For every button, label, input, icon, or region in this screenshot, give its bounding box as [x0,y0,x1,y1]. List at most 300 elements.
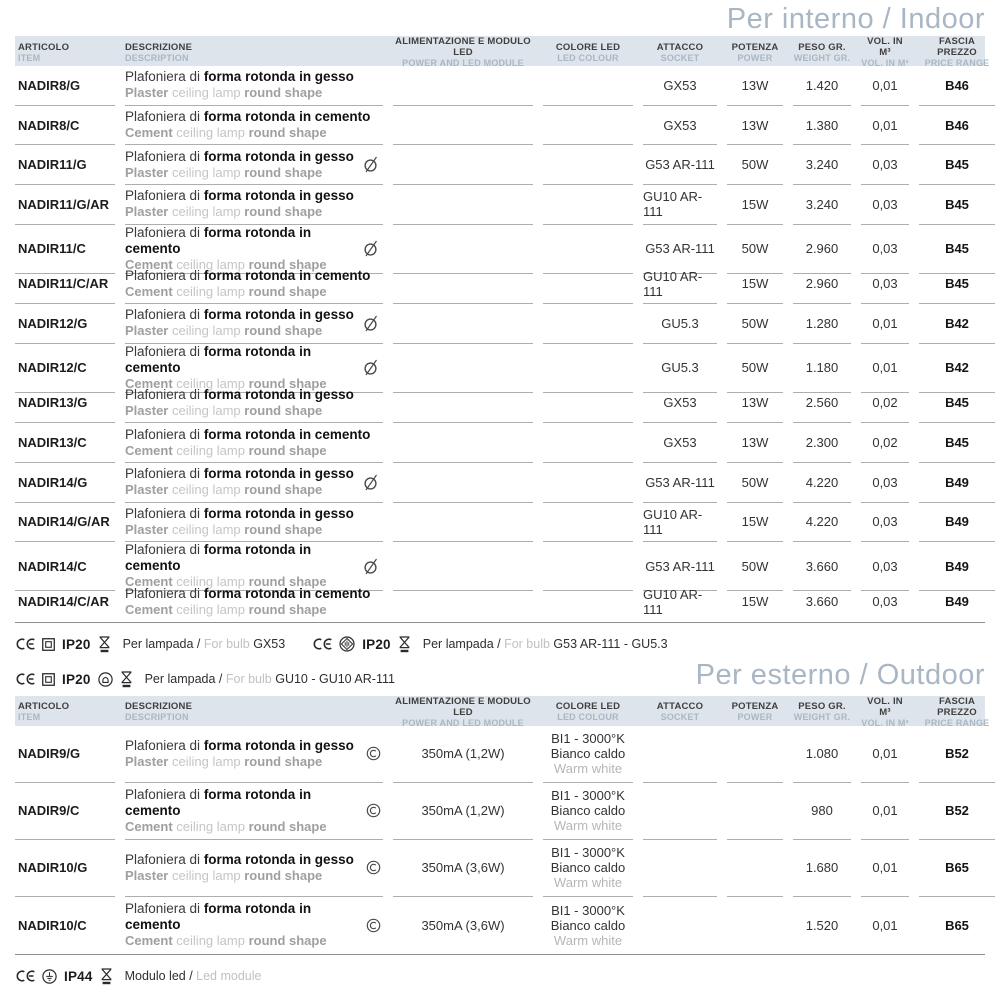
table-header-row [15,36,990,68]
table-row [15,542,985,590]
column-header-en: WEIGHT GR. [793,52,851,63]
description-line-en [125,868,354,884]
led-colour-text [551,731,625,776]
description-line-it [125,466,354,482]
description-text [125,307,354,339]
column-header [543,696,633,728]
power-module-cell: 350mA (1,2W) [393,726,533,783]
led-colour-cell [543,66,633,106]
no-bulb-icon [361,314,381,333]
price-range-cell: B45 [919,185,995,225]
description-line-en [125,754,354,770]
column-header-en: WEIGHT GR. [793,712,851,723]
column-header [125,696,383,728]
description-cell [125,384,383,424]
article-cell: NADIR11/G [15,145,115,185]
indoor-certifications-row-1 [15,632,985,657]
power-module-cell: 350mA (1,2W) [393,783,533,840]
weight-cell: 2.300 [793,423,851,463]
description-en-material: Cement [125,933,173,949]
description-it-bold: forma rotonda in gesso [203,307,354,323]
description-en-shape: round shape [248,933,327,949]
description-text [125,69,354,101]
description-line-en [125,403,354,419]
led-colour-cell [543,897,633,954]
description-cell [125,423,383,463]
led-module-icon [366,746,381,761]
certification-subject: GU10 - GU10 AR-111 [275,672,395,687]
table-row [15,106,985,146]
price-range-cell: B46 [919,106,995,146]
description-en-material: Plaster [125,482,169,498]
column-header-en: VOL. IN M³ [861,58,909,68]
table-row [15,897,985,954]
volume-cell: 0,01 [861,66,909,106]
class-ii-icon [42,673,55,686]
description-it-regular: Plafoniera di [125,786,204,802]
article-cell: NADIR14/C [15,542,115,591]
column-header-en: POWER AND LED MODULE [402,58,524,68]
description-text [125,149,354,181]
no-bulb-icon [361,557,381,576]
description-en-material: Cement [125,125,173,141]
description-it-bold: forma rotonda in cemento [203,585,371,601]
description-line-it [125,225,361,257]
weight-cell: 980 [793,783,851,840]
column-header-en: DESCRIPTION [125,52,189,63]
column-header-it: FASCIA PREZZO [937,36,977,58]
description-en-material: Cement [125,283,173,299]
table-row [15,343,985,391]
column-header-it: PESO GR. [798,41,846,53]
description-it-regular: Plafoniera di [125,426,204,442]
description-it-bold: forma rotonda in cemento [125,542,312,574]
description-line-it [125,109,370,125]
volume-cell: 0,01 [861,783,909,840]
description-cell [125,185,383,225]
power-cell: 15W [741,594,769,610]
description-en-shape: round shape [248,818,327,834]
description-en-light: ceiling lamp [172,442,249,458]
description-text [125,109,370,141]
certification-text [145,672,395,686]
description-cell [125,264,383,304]
description-en-material: Cement [125,601,173,617]
led-colour-cell [543,503,633,543]
volume-cell: 0,01 [861,726,909,783]
power-module-cell [393,66,533,106]
article-cell: NADIR13/C [15,423,115,463]
description-it-bold: forma rotonda in gesso [203,188,354,204]
volume-cell: 0,03 [861,225,909,274]
volume-cell: 0,03 [872,594,898,610]
column-header-it: POTENZA [731,701,779,713]
price-range-cell: B42 [919,344,995,393]
description-text [125,506,354,538]
led-colour-it: Bianco caldo [550,746,626,762]
certification-group [15,671,395,688]
power-module-cell [393,503,533,543]
column-header [543,36,633,68]
certification-label-it: Modulo led / [124,969,197,984]
table-row [15,384,985,424]
volume-cell: 0,02 [861,423,909,463]
description-en-light: ceiling lamp [168,402,245,418]
outdoor-section-title: Per esterno / Outdoor [695,658,985,691]
column-header [919,36,995,68]
no-cover-icon [100,968,113,985]
led-colour-text [551,845,625,890]
power-cell [727,726,783,783]
certification-group [15,968,261,985]
socket-cell: GU5.3 [643,304,717,344]
description-en-light: ceiling lamp [168,85,245,101]
description-en-material: Plaster [125,521,169,537]
column-header [727,36,783,68]
description-it-bold: forma rotonda in cemento [125,901,312,933]
certification-subject: G53 AR-111 - GU5.3 [553,637,668,652]
column-header-it: ATTACCO [656,41,704,53]
table-row [15,582,985,622]
led-colour-cell [543,783,633,840]
description-en-light: ceiling lamp [168,164,245,180]
ip-rating: IP20 [62,636,91,652]
socket-cell: GU10 AR-111 [643,185,717,225]
price-range-cell: B45 [919,384,995,424]
weight-cell: 2.960 [793,225,851,274]
socket-cell: GX53 [643,423,717,463]
column-header-en: SOCKET [660,52,700,63]
article-cell: NADIR14/C/AR [18,594,110,610]
power-cell: 15W [727,503,783,543]
power-module-cell [393,304,533,344]
power-cell: 50W [727,304,783,344]
column-header-it: POTENZA [731,41,779,53]
ip-rating: IP44 [64,968,93,984]
description-text [125,427,370,459]
description-en-shape: round shape [244,482,323,498]
description-en-shape: round shape [244,867,323,883]
table-row [15,783,985,840]
description-text [125,901,366,949]
power-module-cell [393,145,533,185]
description-en-material: Plaster [125,204,169,220]
description-en-material: Plaster [125,402,169,418]
led-colour-en: Warm white [553,761,623,777]
description-en-shape: round shape [248,574,327,590]
description-line-en [125,85,354,101]
description-text [125,738,354,770]
column-header [125,36,383,68]
power-module-cell [393,384,533,424]
power-cell: 50W [727,145,783,185]
description-cell [125,726,383,783]
description-en-material: Plaster [125,753,169,769]
table-header-row [15,695,990,728]
description-it-regular: Plafoniera di [125,901,204,917]
description-en-material: Plaster [125,85,169,101]
led-colour-code: BI1 - 3000°K [551,845,625,861]
description-en-light: ceiling lamp [172,125,249,141]
description-line-it [125,344,361,376]
price-range-cell: B45 [919,145,995,185]
description-en-shape: round shape [248,601,327,617]
description-en-light: ceiling lamp [168,521,245,537]
description-en-light: ceiling lamp [172,933,249,949]
description-it-regular: Plafoniera di [125,188,204,204]
description-cell [125,582,383,622]
description-line-en [125,602,370,618]
description-line-it [125,268,370,284]
description-line-en [125,482,354,498]
led-module-icon [366,860,381,875]
column-header-it: FASCIA PREZZO [937,695,977,718]
description-it-regular: Plafoniera di [125,585,204,601]
power-module-cell [393,463,533,503]
description-it-bold: forma rotonda in cemento [125,786,312,818]
description-en-material: Plaster [125,164,169,180]
shielded-lamp-icon [98,672,113,687]
description-it-bold: forma rotonda in cemento [125,224,312,256]
article-cell: NADIR12/C [15,344,115,393]
article-cell: NADIR8/C [15,106,115,146]
indoor-section-title: Per interno / Indoor [726,3,985,35]
volume-cell: 0,01 [872,917,898,933]
no-cover-icon [120,671,133,688]
led-colour-cell [543,384,633,424]
description-it-regular: Plafoniera di [125,542,204,558]
volume-cell: 0,01 [861,840,909,897]
weight-cell: 1.080 [793,726,851,783]
socket-cell: GX53 [643,384,717,424]
description-en-light: ceiling lamp [172,601,249,617]
table-row [15,66,985,106]
certification-subject: GX53 [253,637,286,652]
certification-label-it: Per lampada / [122,637,204,652]
column-header-en: SOCKET [660,712,700,723]
column-header-it: ATTACCO [656,701,704,713]
column-header-it: ARTICOLO [18,41,70,53]
description-it-bold: forma rotonda in cemento [203,426,371,442]
no-cover-icon [398,636,411,653]
description-en-light: ceiling lamp [168,482,245,498]
ip-rating: IP20 [362,636,391,652]
description-it-bold: forma rotonda in cemento [203,109,371,125]
outdoor-certifications-row [15,964,985,989]
certification-label-en: For bulb [225,672,276,687]
description-en-light: ceiling lamp [172,574,249,590]
led-colour-text [551,788,625,833]
article-cell: NADIR14/G/AR [15,503,115,543]
description-line-en [125,933,366,949]
volume-cell: 0,03 [861,185,909,225]
description-it-bold: forma rotonda in gesso [203,148,354,164]
description-line-it [125,307,354,323]
column-header [727,696,783,728]
led-colour-cell [543,304,633,344]
description-line-it [125,787,366,819]
certification-label-it: Per lampada / [144,672,226,687]
column-header-en: ITEM [18,52,41,63]
article-cell: NADIR13/G [15,384,115,424]
description-en-shape: round shape [248,283,327,299]
description-en-shape: round shape [248,442,327,458]
description-cell [125,783,383,840]
description-cell [125,106,383,146]
description-it-regular: Plafoniera di [125,109,204,125]
column-header [861,36,909,68]
price-range-cell: B52 [919,783,995,840]
column-header-it: ALIMENTAZIONE E MODULO LED [395,695,531,718]
description-it-regular: Plafoniera di [125,386,204,402]
table-row [15,185,985,225]
description-text [125,787,366,835]
description-it-regular: Plafoniera di [125,148,204,164]
power-module-cell [393,106,533,146]
socket-cell: G53 AR-111 [643,463,717,503]
article-cell: NADIR8/G [15,66,115,106]
description-line-en [125,323,354,339]
socket-cell [643,897,717,954]
description-cell [125,145,383,185]
table-row [15,840,985,897]
description-text [125,387,354,419]
socket-cell: GU10 AR-111 [643,503,717,543]
volume-cell: 0,03 [861,503,909,543]
description-en-shape: round shape [244,164,323,180]
certification-group [15,636,285,653]
power-module-cell [393,423,533,463]
socket-cell: GU10 AR-111 [643,586,703,617]
description-text [125,188,354,220]
description-line-it [125,901,366,933]
diamond-circle-icon [339,636,355,652]
table-row [15,423,985,463]
description-it-regular: Plafoniera di [125,851,204,867]
column-header-en: PRICE RANGE [924,58,990,68]
description-cell [125,463,383,503]
volume-cell: 0,03 [861,264,909,304]
power-cell [727,897,783,954]
table-row [15,224,985,272]
weight-cell: 2.960 [793,264,851,304]
price-range-cell: B45 [919,423,995,463]
description-line-en [125,204,354,220]
certification-text [423,637,668,651]
article-cell: NADIR11/C/AR [15,264,115,304]
description-it-bold: forma rotonda in gesso [203,466,354,482]
table-row [15,304,985,344]
description-it-regular: Plafoniera di [125,224,204,240]
description-en-material: Cement [125,818,173,834]
description-en-light: ceiling lamp [172,375,249,391]
certification-group [312,636,667,653]
power-cell: 50W [727,542,783,591]
price-range-cell: B42 [919,304,995,344]
column-header-en: ITEM [18,712,41,723]
price-range-cell: B49 [919,503,995,543]
weight-cell: 3.660 [805,594,839,610]
description-line-it [125,188,354,204]
description-en-shape: round shape [248,256,327,272]
led-colour-cell [543,185,633,225]
led-colour-cell [543,840,633,897]
table-row [15,463,985,503]
description-en-material: Plaster [125,323,169,339]
led-colour-en: Warm white [553,875,623,891]
socket-cell: GX53 [643,106,717,146]
description-line-en [125,125,370,141]
description-line-it [125,542,361,574]
description-en-light: ceiling lamp [172,818,249,834]
volume-cell: 0,03 [861,145,909,185]
volume-cell: 0,01 [861,304,909,344]
description-en-light: ceiling lamp [172,283,249,299]
column-header-it: DESCRIZIONE [125,701,193,713]
column-header [793,36,851,68]
led-colour-it: Bianco caldo [550,860,626,876]
certification-text [123,637,286,651]
description-line-it [125,738,354,754]
led-colour-cell [543,145,633,185]
column-header-it: PESO GR. [798,701,846,713]
certification-label-en: Led module [196,969,262,984]
socket-cell: GU10 AR-111 [643,264,717,304]
column-header-it: COLORE LED [555,701,621,713]
ce-mark-icon [15,672,35,686]
certification-label-en: For bulb [504,637,554,652]
price-range-cell: B52 [919,726,995,783]
weight-cell: 3.240 [793,145,851,185]
column-header [861,696,909,728]
certification-label-en: For bulb [203,637,254,652]
power-cell: 50W [727,463,783,503]
description-it-bold: forma rotonda in gesso [203,851,354,867]
description-en-material: Cement [125,574,173,590]
power-cell: 13W [727,66,783,106]
price-range-cell: B49 [945,594,969,610]
description-en-material: Cement [125,375,173,391]
power-cell: 15W [727,185,783,225]
weight-cell: 1.380 [793,106,851,146]
price-range-cell: B49 [919,463,995,503]
column-header-en: DESCRIPTION [125,712,189,723]
price-range-cell: B65 [919,840,995,897]
description-en-shape: round shape [244,521,323,537]
power-module-cell: 350mA (3,6W) [393,840,533,897]
description-en-shape: round shape [248,125,327,141]
column-header-en: POWER [737,52,773,63]
power-module-cell [393,582,533,622]
led-module-icon [366,918,381,933]
ip-rating: IP20 [62,671,91,687]
description-it-bold: forma rotonda in gesso [203,386,354,402]
column-header [15,696,115,728]
column-header-it: VOL. IN M³ [867,36,903,58]
column-header-it: ARTICOLO [18,701,70,713]
description-en-material: Plaster [125,867,169,883]
description-en-light: ceiling lamp [172,256,249,272]
description-it-regular: Plafoniera di [125,69,204,85]
led-colour-it: Bianco caldo [550,917,626,933]
description-text [125,466,354,498]
table-row [15,503,985,543]
article-cell: NADIR11/G/AR [15,185,115,225]
indoor-certifications-row-2 [15,667,395,692]
column-header [393,36,533,68]
description-text [125,268,370,300]
volume-cell: 0,03 [861,463,909,503]
